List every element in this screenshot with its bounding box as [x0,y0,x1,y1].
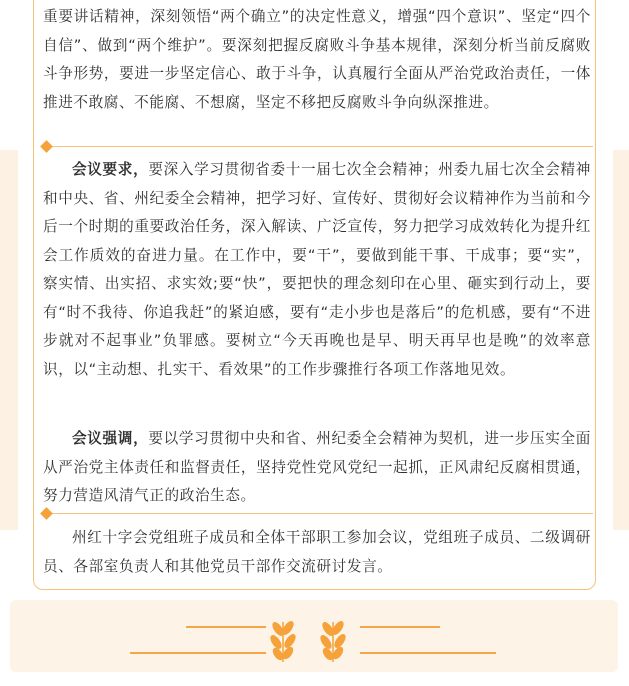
background-stripe-right [613,150,629,530]
ornament-line-right-top [360,626,440,628]
paragraph-spirit: 重要讲话精神，深刻领悟“两个确立”的决定性意义，增强“四个意识”、坚定“四个自信”、做到“两个维护”。要深刻把握反腐败斗争基本规律，深刻分析当前反腐败斗争形势，要进一步坚定信心、敢于斗争，认真履行全面从严治党政治责任，一体推进不敢腐、不能腐、不想腐，坚定不移把反腐败斗争向纵深推进。 [43,8,591,111]
section-divider [48,146,593,147]
ornament-line-left-bottom [130,652,266,654]
emphasis-body: 要以学习贯彻中央和省、州纪委全会精神为契机，进一步压实全面从严治党主体责任和监督责任，坚持党性党风党纪一起抓，正风肃纪反腐相贯通，努力营造风清气正的政治生态。 [43,430,591,504]
ornament-line-left-top [186,626,266,628]
section-divider [48,513,593,514]
wheat-ornament-icon [264,620,364,662]
requirements-body: 要深入学习贯彻省委十一届七次全会精神；州委九届七次全会精神和中央、省、州纪委全会精神，把学习好、宣传好、贯彻好会议精神作为当前和今后一个时期的重要政治任务，深入解读、广泛宣传，努力把学习成效转化为提升红会工作质效的奋进力量。在工作中，要“干”，要做到能干事、干成事；要“实”，察实情、出实招、求实效;要“快”，要把快的理念刻印在心里、砸实到行动上，要有“时不我待、你追我赶”的紧迫感，要有“走小步也是落后”的危机感，要有“不进步就对不起事业”负罪感。要树立“今天再晚也是早、明天再早也是晚”的效率意识，以“主动想、扎实干、看效果”的工作步骤推行各项工作落地见效。 [43,161,591,378]
emphasis-lead: 会议强调， [72,430,149,447]
paragraph-requirements [43,156,591,384]
paragraph-attendance: 州红十字会党组班子成员和全体干部职工参加会议，党组班子成员、二级调研员、各部室负责人和其他党员干部作交流研讨发言。 [43,529,591,575]
paragraph-emphasis [43,425,591,511]
requirements-lead: 会议要求， [72,161,149,178]
background-stripe-left [0,150,18,530]
ornament-line-right-bottom [360,652,496,654]
